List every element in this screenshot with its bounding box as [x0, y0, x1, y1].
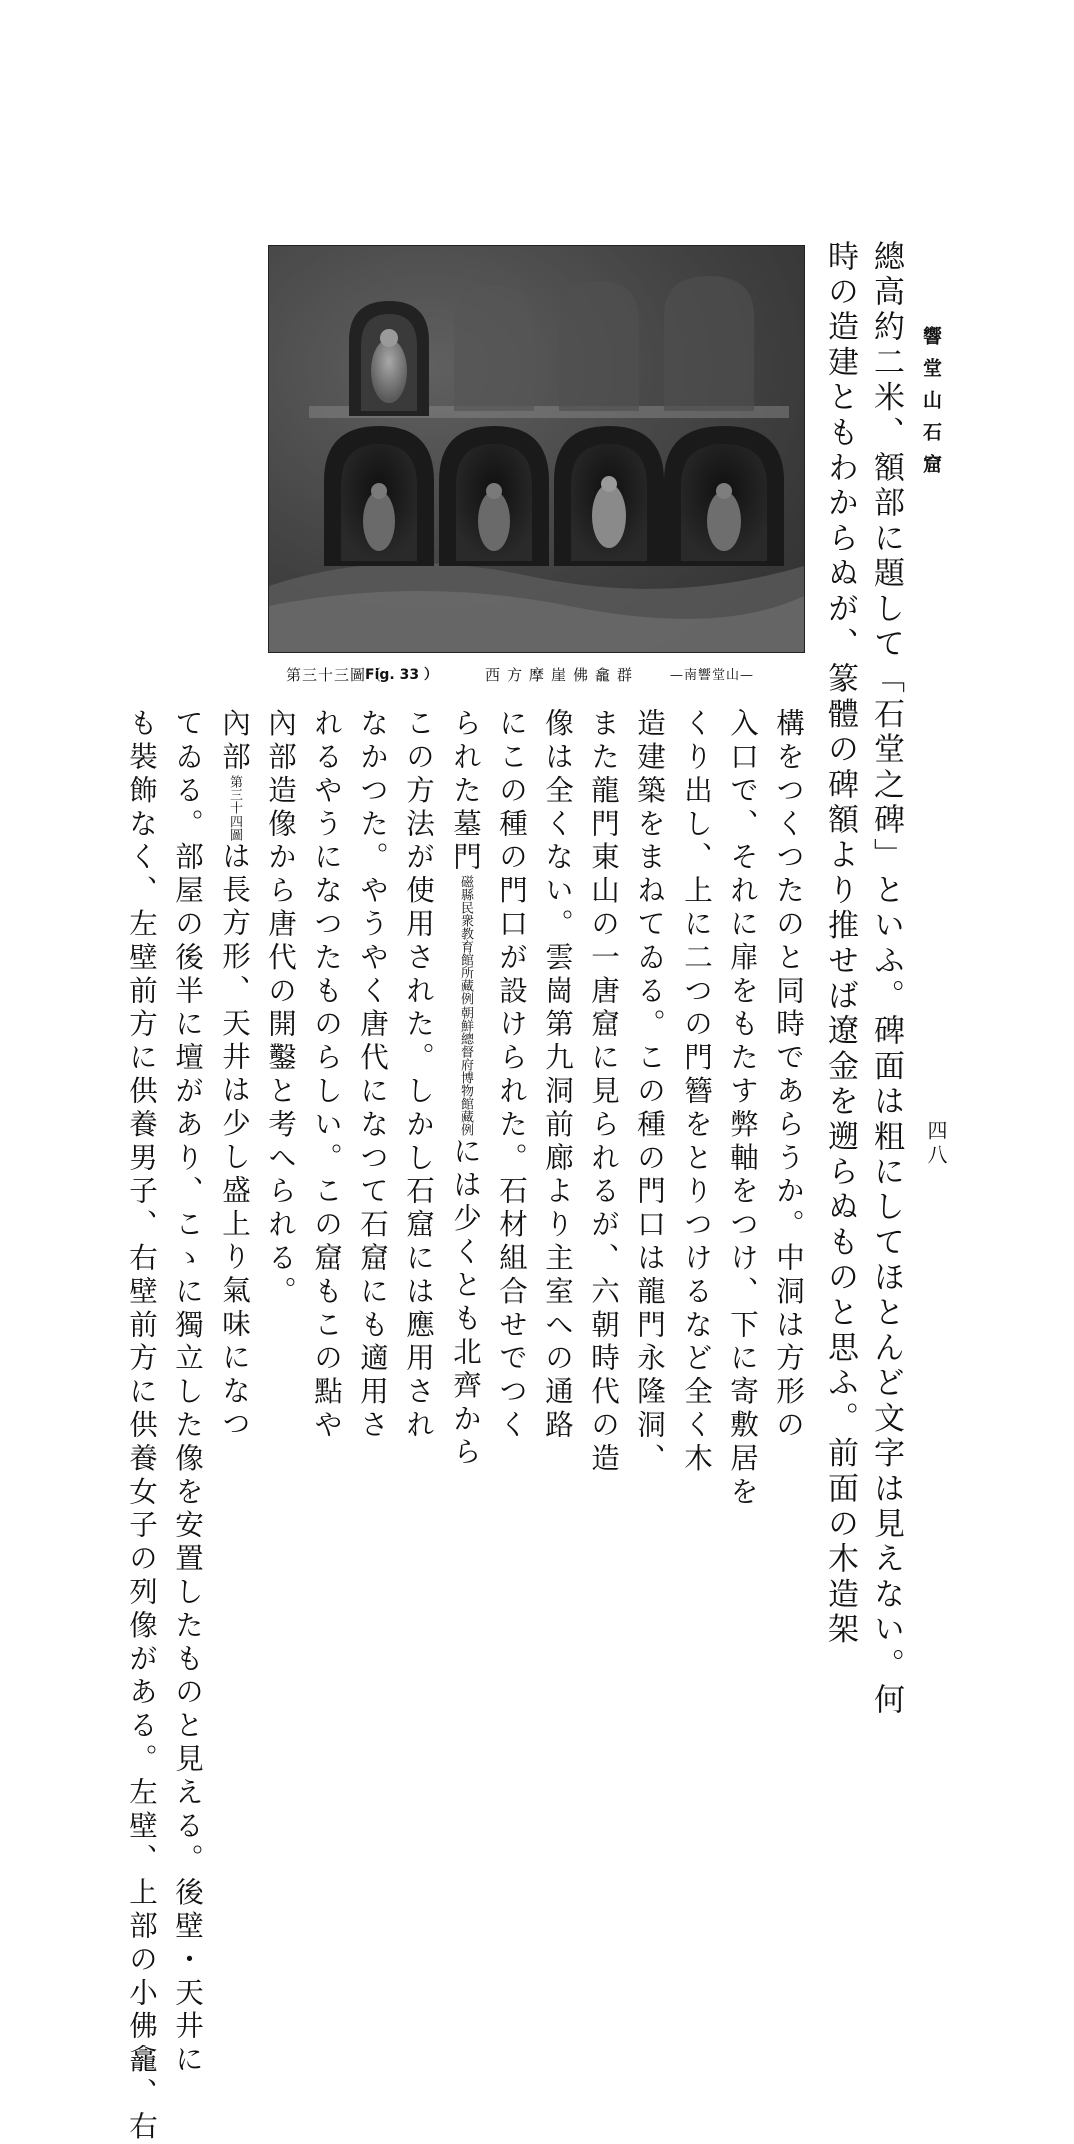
text-line-13: れるやうになつたものらしい。この窟もこの點や [310, 708, 343, 1443]
page-number: 四八 [924, 1120, 948, 1168]
inline-note-left: 朝鮮總督府博物館藏例 [458, 1006, 473, 1136]
line-text-after-note: は長方形、天井は少し盛上り氣味になつ [218, 840, 251, 1443]
text-line-7: また龍門東山の一唐窟に見られるが、六朝時代の造 [587, 708, 620, 1477]
text-line-9: にこの種の門口が設けられた。石材組合せでつく [495, 708, 528, 1443]
text-line-1: 總高約二米、額部に題して「石堂之碑」といふ。碑面は粗にしてほとんど文字は見えない。何 [868, 240, 904, 1719]
text-line-5: くり出し、上に二つの門簪をとりつけるなど全く木 [680, 708, 713, 1477]
figure-caption-fig: Fig. 33 ） [365, 667, 438, 683]
text-line-10 [447, 708, 482, 1470]
text-line-12: なかつた。やうやく唐代になつて石窟にも適用さ [356, 708, 389, 1443]
text-line-2: 時の造建ともわからぬが、篆體の碑額より推せば遼金を遡らぬものと思ふ。前面の木造架 [822, 240, 858, 1648]
text-line-6: 造建築をまねてゐる。この種の門口は龍門永隆洞、 [633, 708, 666, 1477]
inline-note-right: 第三十 [227, 774, 242, 814]
figure-caption-title: 西方摩崖佛龕群 [485, 666, 640, 684]
text-line-15 [216, 708, 251, 1443]
inline-note [227, 775, 241, 841]
text-line-11: この方法が使用された。しかし石窟には應用され [402, 708, 435, 1443]
line-text-before-note: られた墓門 [449, 708, 482, 875]
inline-note [458, 875, 472, 1136]
running-title: 響堂山石窟 [920, 326, 942, 486]
line-text-after-note: には少くとも北齊から [449, 1136, 482, 1470]
figure-caption-location: —南響堂山— [670, 668, 755, 683]
text-line-17: も裝飾なく、左壁前方に供養男子、右壁前方に供養女子の列像がある。左壁、上部の小佛龕、右 [125, 708, 158, 2144]
inline-note-left: 四圖 [227, 814, 242, 841]
text-line-8: 像は全くない。雲崗第九洞前廊より主室への通路 [541, 708, 574, 1443]
text-line-4: 入口で、それに扉をもたす弊軸をつけ、下に寄敷居を [726, 708, 759, 1510]
upper-niche-1 [349, 301, 429, 416]
text-line-14: 內部造像から唐代の開鑿と考へられる。 [264, 708, 297, 1310]
text-line-16: てゐる。部屋の後半に壇があり、こゝに獨立した像を安置したものと見える。後壁・天井に [171, 708, 204, 2078]
figure-caption-number: 第三十三圖（ [286, 666, 383, 684]
line-text-before-note: 內部 [218, 708, 251, 775]
inline-note-right: 磁縣民衆教育館所藏例 [458, 875, 473, 1005]
buddha-niches-photo [268, 245, 805, 653]
text-line-3: 構をつくつたのと同時であらうか。中洞は方形の [772, 708, 805, 1443]
